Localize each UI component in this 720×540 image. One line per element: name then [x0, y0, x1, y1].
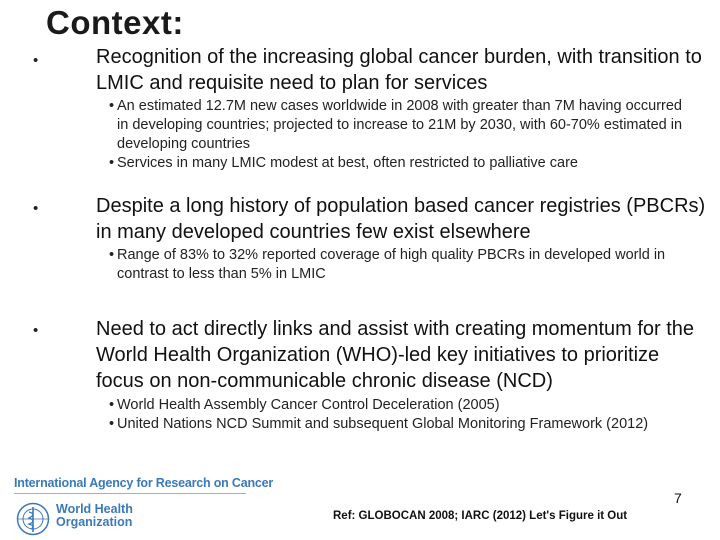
- sub-bullet-marker: •: [109, 247, 115, 263]
- sub-point-text: United Nations NCD Summit and subsequent Global Monitoring Framework (2012): [117, 416, 649, 432]
- sub-bullet-marker: •: [109, 155, 115, 171]
- iarc-divider: [14, 493, 246, 494]
- sub-bullet-marker: •: [109, 416, 115, 432]
- sub-point-text: An estimated 12.7M new cases worldwide in 2008 with greater than 7M having occurred in developing countries; projected to increase to 21M by 2030, with 60-70% estimated in developing countries: [117, 98, 683, 152]
- main-point-2: Despite a long history of population based cancer registries (PBCRs) in many developed countries few exist elsewhere: [96, 195, 706, 243]
- bullet-marker: •: [33, 322, 39, 339]
- sub-bullet-marker: •: [109, 397, 115, 413]
- sub-point-text: World Health Assembly Cancer Control Deceleration (2005): [117, 397, 500, 413]
- iarc-logo-text: International Agency for Research on Cancer: [14, 476, 274, 490]
- reference-note: Ref: GLOBOCAN 2008; IARC (2012) Let's Figure it Out: [333, 510, 628, 522]
- sub-point: [109, 97, 689, 154]
- sub-point: [109, 396, 689, 415]
- sub-bullet-marker: •: [109, 98, 115, 114]
- sub-points-1: [109, 97, 689, 173]
- sub-point-text: Range of 83% to 32% reported coverage of high quality PBCRs in developed world in contrast to less than 5% in LMIC: [117, 247, 666, 282]
- who-emblem-icon: [16, 502, 50, 536]
- page-number: 7: [674, 490, 682, 506]
- sub-points-2: [109, 246, 689, 284]
- bullet-marker: •: [33, 52, 39, 69]
- who-logo-line2: Organization: [56, 515, 133, 529]
- sub-point: [109, 154, 689, 173]
- sub-points-3: [109, 396, 689, 434]
- who-logo-line1: World Health: [56, 502, 133, 516]
- who-logo-text: [56, 503, 133, 529]
- footer-logos: [14, 476, 274, 540]
- bullet-marker: •: [33, 200, 39, 217]
- sub-point: [109, 415, 689, 434]
- sub-point-text: Services in many LMIC modest at best, often restricted to palliative care: [117, 155, 578, 171]
- slide-title: Context:: [46, 4, 184, 41]
- sub-point: [109, 246, 689, 284]
- main-point-3: Need to act directly links and assist with creating momentum for the World Health Organization (WHO)-led key initiatives to prioritize focus on non-communicable chronic disease (NCD): [96, 318, 695, 392]
- main-point-1: Recognition of the increasing global cancer burden, with transition to LMIC and requisite need to plan for services: [96, 46, 702, 94]
